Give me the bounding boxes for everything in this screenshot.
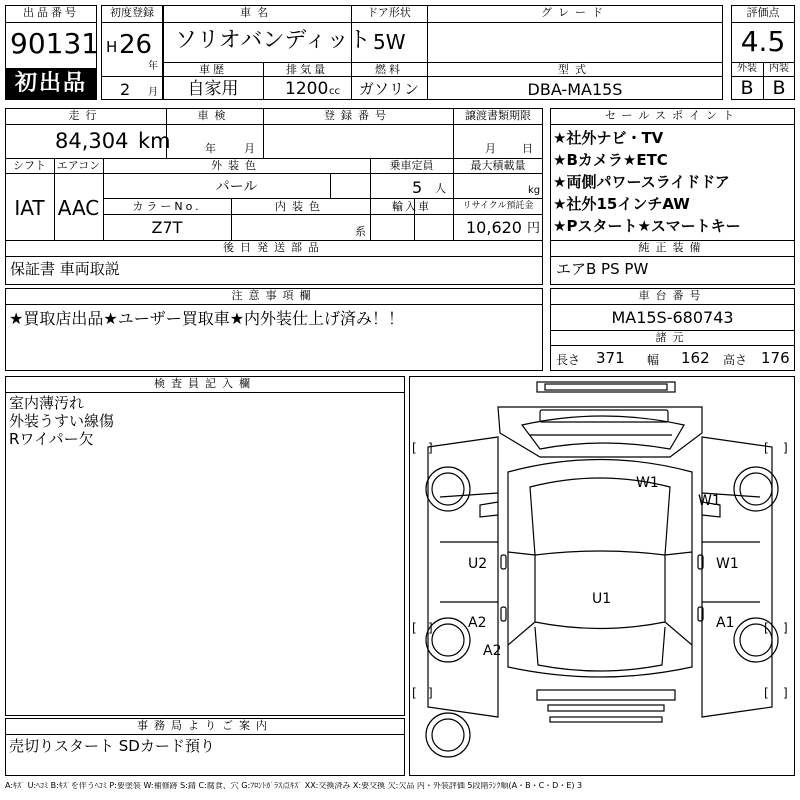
history-label: 車歴 (199, 63, 227, 76)
sales-point: ★両側パワースライドドア (553, 173, 730, 191)
length-value: 371 (596, 349, 625, 367)
sales-point: ★Bカメラ★ETC (553, 151, 668, 169)
svg-text:[: [ (764, 686, 769, 700)
recycle-label: リサイクル預託金 (462, 201, 534, 211)
interior-unit: 系 (355, 225, 366, 238)
interior-color-label: 内装色 (275, 200, 326, 213)
damage-mark: A2 (468, 615, 487, 631)
damage-mark: A2 (483, 643, 502, 659)
sales-point: ★社外ナビ・TV (553, 129, 664, 147)
svg-text:]: ] (428, 441, 433, 455)
equipment-value: エアB PS PW (556, 260, 649, 278)
legend: A:ｷｽﾞ U:ﾍｺﾐ B:ｷｽﾞを伴うﾍｺﾐ P:要塗装 W:補修跡 S:錆 C:腐食、穴 G:ﾌﾛﾝﾄｶﾞﾗｽ点ｷｽﾞ XX:交換済み X:要交換 欠:欠品 内・外装評価 5段階ﾗﾝｸ順(A・B・C・D・E) 3 (5, 782, 583, 790)
svg-text:]: ] (428, 686, 433, 700)
fuel-value: ガソリン (358, 80, 419, 98)
height-label: 高さ (723, 353, 748, 367)
int-label: 内装 (769, 63, 789, 74)
sales-point: ★Pスタート★スマートキー (553, 217, 741, 235)
damage-mark: W1 (698, 493, 721, 509)
damage-mark: U2 (468, 556, 488, 572)
lot-number: 90131 (10, 27, 100, 60)
damage-mark: W1 (636, 475, 659, 491)
color-value: パール (215, 179, 258, 195)
inspection-year-unit: 年 (205, 142, 216, 155)
damage-mark: U1 (592, 591, 612, 607)
transfer-day-unit: 日 (522, 142, 533, 155)
km-unit: km (138, 129, 171, 153)
svg-text:[: [ (764, 441, 769, 455)
reg-year: 26 (119, 30, 153, 60)
grade-label: グレード (541, 6, 609, 19)
svg-text:]: ] (783, 621, 788, 635)
int-grade: B (772, 77, 786, 99)
notes-label: 注意事項欄 (231, 289, 317, 302)
length-label: 長さ (556, 353, 581, 367)
damage-mark: A1 (716, 615, 735, 631)
dims-label: 諸元 (655, 331, 690, 344)
svg-text:]: ] (783, 686, 788, 700)
inspection-month-unit: 月 (244, 142, 255, 155)
mileage-value: 84,304 (55, 129, 129, 153)
ext-label: 外装 (737, 63, 757, 74)
car-outline-diagram (410, 377, 794, 775)
plate-label: 登録番号 (324, 109, 392, 122)
model-label: 型式 (558, 63, 592, 76)
damage-diagram (409, 376, 795, 776)
load-label: 最大積載量 (470, 159, 526, 172)
era: H (106, 38, 118, 56)
capacity-value: 5 (412, 178, 423, 197)
person-unit: 人 (435, 182, 446, 195)
inspection-label: 車検 (197, 109, 232, 122)
import-label: 輸入車 (392, 200, 431, 213)
fuel-label: 燃料 (375, 63, 403, 76)
displacement-value: 1200 (285, 79, 329, 99)
sales-point: ★社外15インチAW (553, 195, 690, 213)
sales-label: セールスポイント (604, 109, 740, 122)
first-listing-badge: 初出品 (6, 68, 96, 99)
office-label: 事務局よりご案内 (137, 719, 273, 732)
width-label: 幅 (647, 353, 660, 367)
color-no-label: カラーNo. (132, 200, 202, 213)
kg-unit: kg (528, 185, 541, 196)
color-label: 外装色 (211, 159, 262, 172)
cc-unit: cc (329, 86, 340, 97)
inspector-line: Rワイパー欠 (9, 430, 94, 448)
office-text: 売切りスタート SDカード預り (9, 737, 215, 755)
svg-text:]: ] (783, 441, 788, 455)
car-name-label: 車名 (240, 6, 274, 19)
reg-month: 2 (120, 80, 131, 99)
ext-grade: B (740, 77, 754, 99)
door-type: 5W (373, 30, 406, 54)
lot-label: 出品番号 (23, 6, 79, 19)
ac-value: AAC (57, 196, 100, 220)
svg-text:[: [ (412, 686, 417, 700)
door-label: ドア形状 (367, 6, 411, 19)
inspector-label: 検査員記入欄 (154, 377, 256, 390)
svg-text:[: [ (412, 441, 417, 455)
year-unit: 年 (148, 61, 158, 72)
yen-unit: 円 (527, 221, 541, 236)
damage-mark: W1 (716, 556, 739, 572)
car-name: ソリオバンディット (175, 28, 371, 53)
month-unit: 月 (148, 87, 158, 98)
height-value: 176 (761, 349, 790, 367)
shift-value: IAT (14, 196, 45, 220)
chassis-number: MA15S-680743 (611, 308, 734, 327)
parts-value: 保証書 車両取説 (10, 260, 120, 278)
history-value: 自家用 (187, 79, 239, 99)
width-value: 162 (681, 349, 710, 367)
parts-label: 後日発送部品 (223, 241, 325, 254)
sales-points (553, 127, 793, 237)
svg-text:]: ] (428, 621, 433, 635)
equipment-label: 純正装備 (638, 241, 707, 254)
displacement-label: 排気量 (286, 63, 328, 76)
transfer-label: 譲渡書類期限 (465, 109, 531, 122)
inspector-line: 外装うすい線傷 (9, 412, 115, 430)
ac-label: エアコン (56, 159, 101, 172)
capacity-label: 乗車定員 (389, 159, 434, 172)
notes-text: ★買取店出品★ユーザー買取車★内外装仕上げ済み！！ (9, 309, 405, 328)
model-value: DBA-MA15S (527, 80, 623, 99)
mileage-label: 走行 (68, 109, 103, 122)
shift-label: シフト (13, 159, 46, 172)
chassis-label: 車台番号 (638, 289, 707, 302)
score-label: 評価点 (746, 6, 780, 19)
color-no-value: Z7T (151, 218, 183, 237)
transfer-month-unit: 月 (485, 142, 496, 155)
recycle-value: 10,620 (466, 218, 522, 237)
registration-label: 初度登録 (110, 6, 154, 19)
inspector-line: 室内薄汚れ (9, 394, 85, 412)
svg-text:[: [ (764, 621, 769, 635)
score-value: 4.5 (740, 25, 786, 58)
svg-text:[: [ (412, 621, 417, 635)
